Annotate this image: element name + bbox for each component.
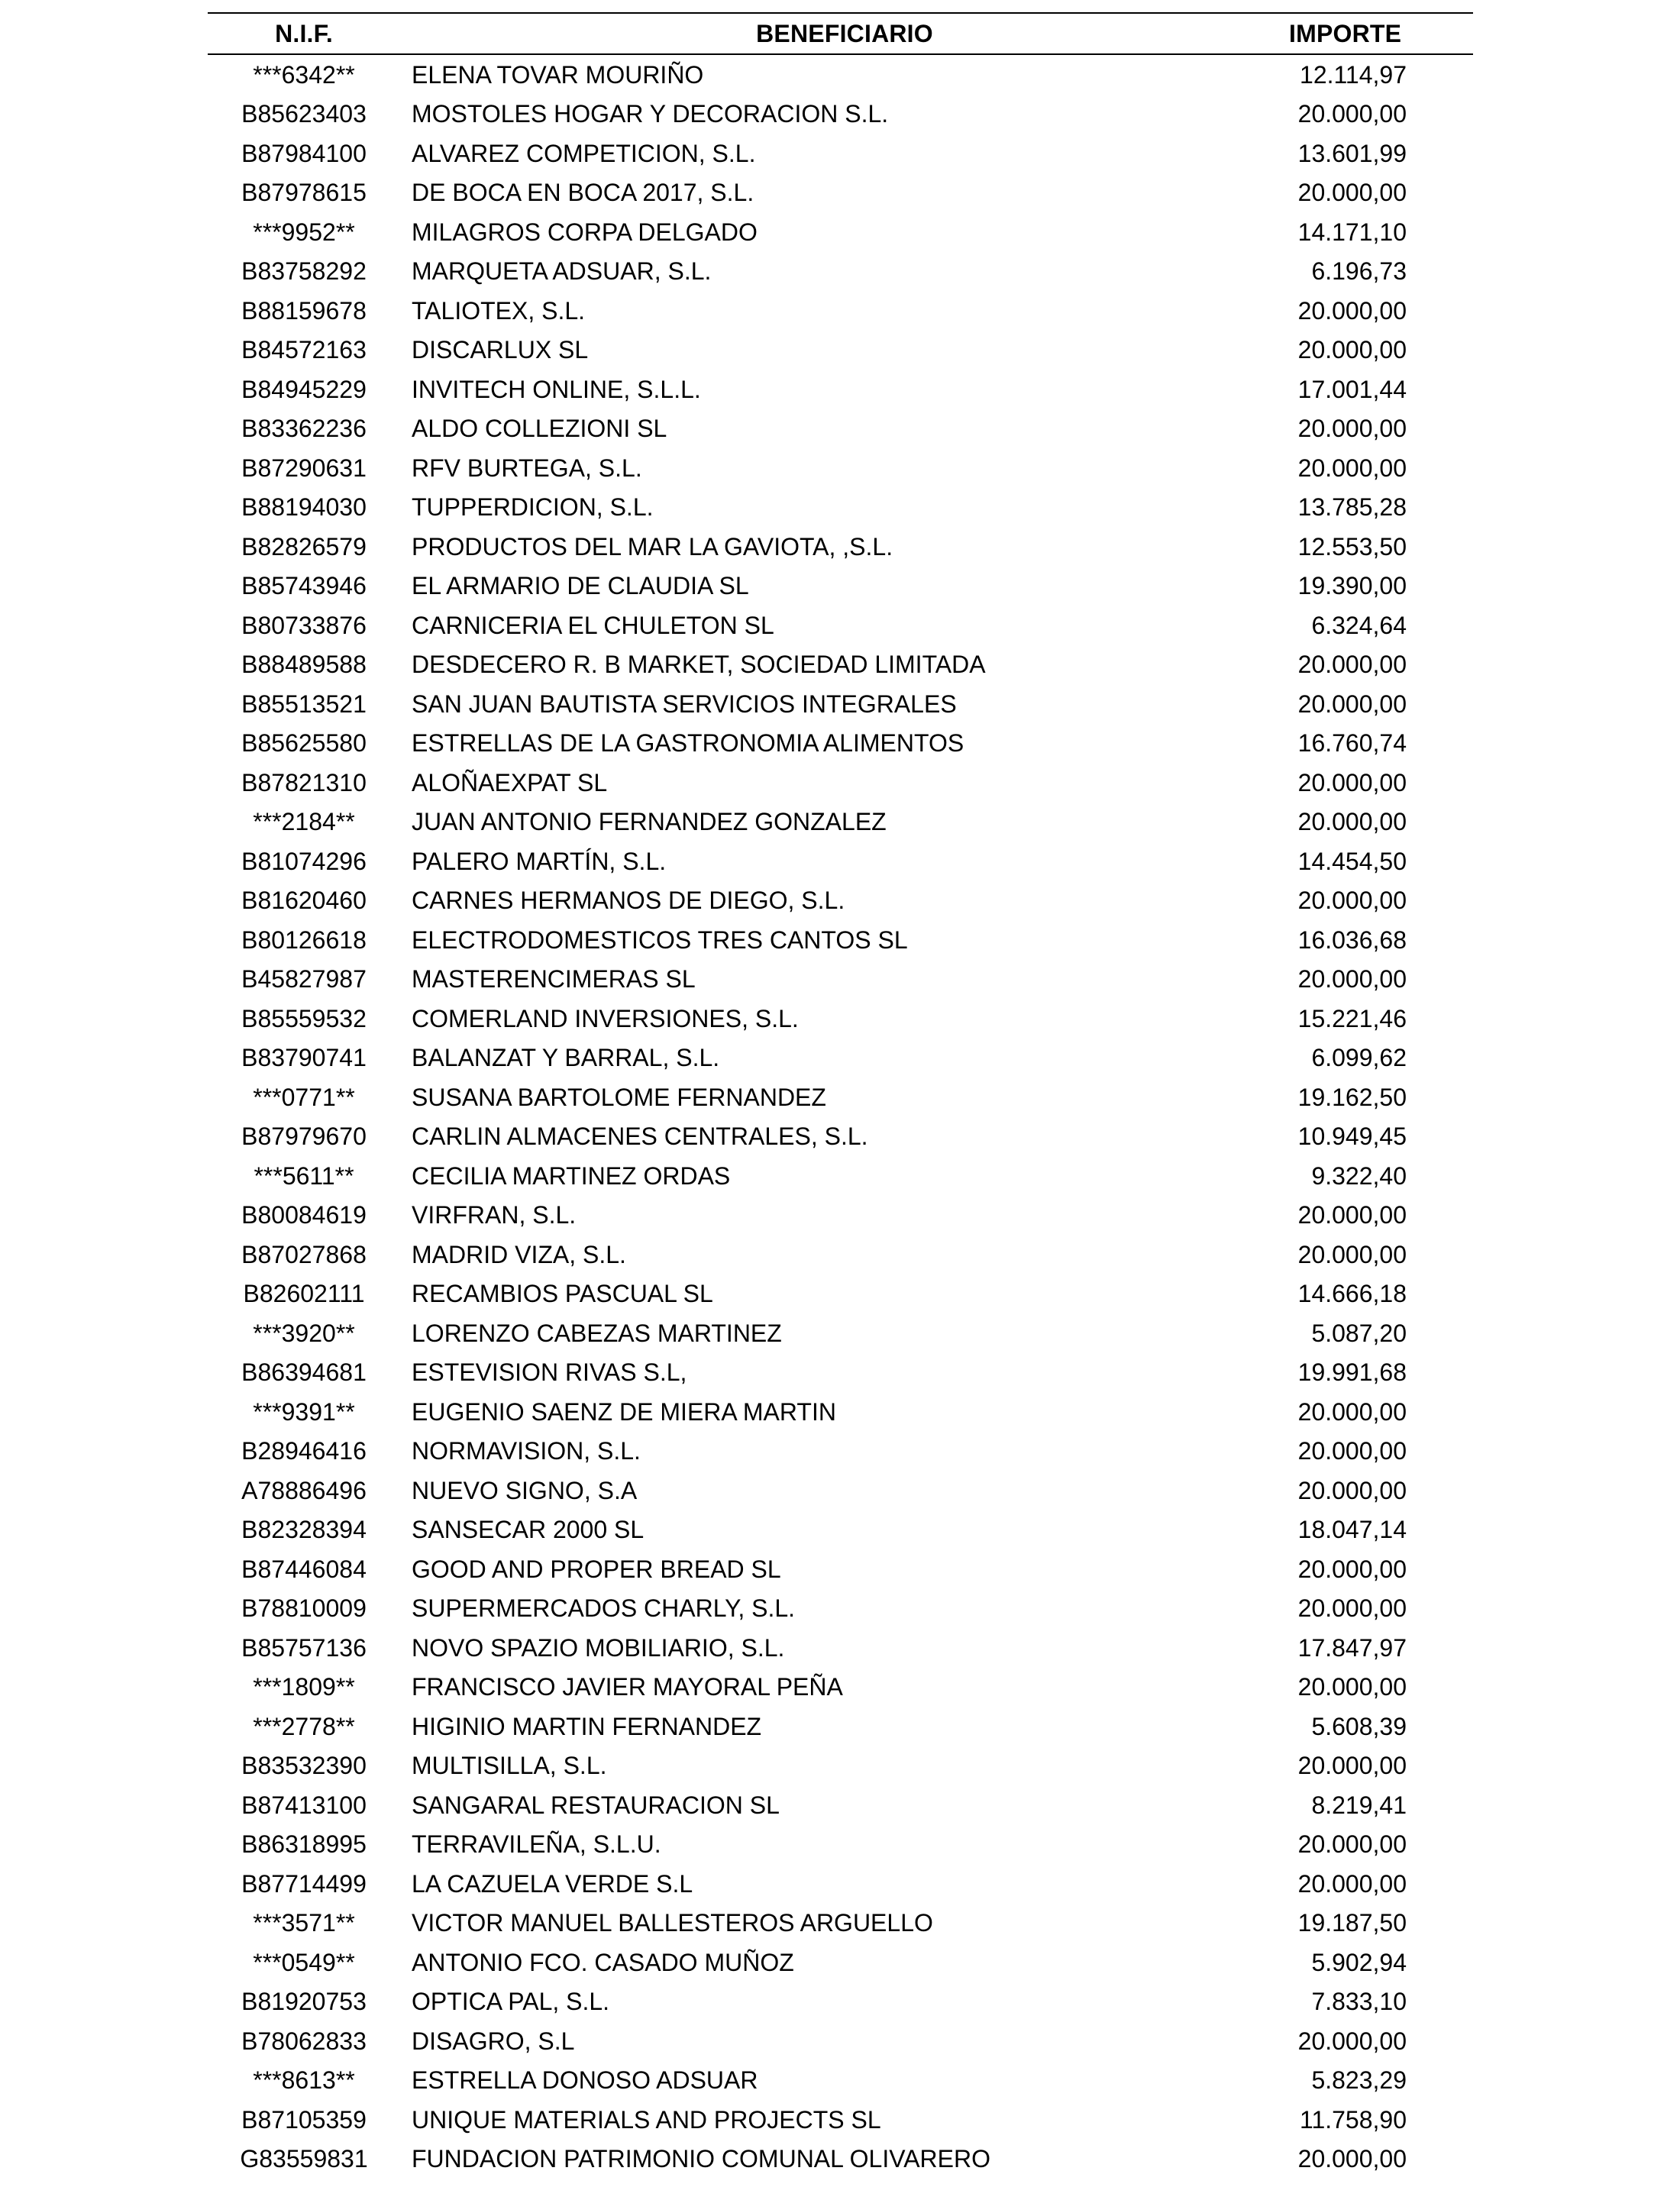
table-row (208, 920, 1473, 960)
table-row (208, 1707, 1473, 1746)
table-row (208, 409, 1473, 449)
importe-cell: 20.000,00 (1297, 2145, 1407, 2173)
importe-cell: 13.601,99 (1297, 139, 1407, 167)
beneficiario-cell: FRANCISCO JAVIER MAYORAL PEÑA (412, 1673, 843, 1701)
beneficiario-cell: EL ARMARIO DE CLAUDIA SL (412, 572, 749, 600)
nif-cell: B87821310 (241, 768, 367, 796)
table-row (208, 1510, 1473, 1550)
importe-cell: 17.001,44 (1297, 375, 1407, 403)
nif-cell: ***9391** (253, 1397, 355, 1426)
nif-cell: ***2778** (253, 1712, 355, 1740)
beneficiario-cell: GOOD AND PROPER BREAD SL (412, 1555, 781, 1583)
beneficiario-cell: INVITECH ONLINE, S.L.L. (412, 375, 701, 403)
nif-cell: ***8613** (253, 2066, 355, 2095)
nif-cell: B87446084 (241, 1555, 367, 1583)
beneficiario-cell: CARNES HERMANOS DE DIEGO, S.L. (412, 887, 845, 915)
nif-cell: B87290631 (241, 454, 367, 482)
table-row (208, 1943, 1473, 1982)
table-row (208, 1825, 1473, 1865)
nif-cell: B82602111 (243, 1280, 365, 1308)
importe-cell: 7.833,10 (1311, 1988, 1407, 2016)
beneficiario-cell: MASTERENCIMERAS SL (412, 965, 696, 993)
table-row (208, 291, 1473, 331)
table-row (208, 212, 1473, 252)
table-row (208, 173, 1473, 213)
nif-cell: B84945229 (241, 375, 367, 403)
importe-cell: 5.608,39 (1311, 1712, 1407, 1740)
nif-cell: B82826579 (241, 532, 367, 560)
importe-cell: 20.000,00 (1297, 1752, 1407, 1780)
importe-cell: 20.000,00 (1297, 2027, 1407, 2055)
importe-cell: 12.114,97 (1300, 60, 1407, 89)
nif-cell: B87979670 (241, 1123, 367, 1151)
beneficiario-cell: CARLIN ALMACENES CENTRALES, S.L. (412, 1123, 868, 1151)
importe-cell: 20.000,00 (1297, 415, 1407, 443)
header-beneficiario: BENEFICIARIO (400, 13, 1289, 54)
beneficiary-table (208, 12, 1473, 2179)
beneficiario-cell: COMERLAND INVERSIONES, S.L. (412, 1004, 799, 1032)
nif-cell: B85623403 (241, 100, 367, 128)
importe-cell: 10.949,45 (1297, 1123, 1407, 1151)
beneficiario-cell: LA CAZUELA VERDE S.L (412, 1869, 693, 1898)
beneficiario-cell: ALVAREZ COMPETICION, S.L. (412, 139, 756, 167)
table-row (208, 567, 1473, 606)
nif-cell: B85513521 (241, 690, 367, 718)
beneficiario-cell: TALIOTEX, S.L. (412, 296, 586, 325)
beneficiario-cell: SANGARAL RESTAURACION SL (412, 1791, 780, 1819)
header-importe: IMPORTE (1289, 13, 1473, 54)
importe-cell: 17.847,97 (1297, 1633, 1407, 1662)
table-row (208, 2061, 1473, 2101)
table-header (208, 13, 1473, 54)
nif-cell: ***0771** (253, 1083, 355, 1111)
nif-cell: B86318995 (241, 1830, 367, 1859)
importe-cell: 12.553,50 (1297, 532, 1407, 560)
nif-cell: B87027868 (241, 1240, 367, 1268)
importe-cell: 5.087,20 (1311, 1319, 1407, 1347)
beneficiario-cell: ANTONIO FCO. CASADO MUÑOZ (412, 1948, 794, 1976)
beneficiario-cell: TUPPERDICION, S.L. (412, 493, 654, 522)
beneficiario-cell: NOVO SPAZIO MOBILIARIO, S.L. (412, 1633, 785, 1662)
importe-cell: 20.000,00 (1297, 965, 1407, 993)
importe-cell: 20.000,00 (1297, 1201, 1407, 1229)
importe-cell: 19.390,00 (1297, 572, 1407, 600)
nif-cell: B88194030 (241, 493, 367, 522)
table-row (208, 1785, 1473, 1825)
table-row (208, 606, 1473, 645)
nif-cell: ***2184** (253, 808, 355, 836)
importe-cell: 9.322,40 (1311, 1161, 1407, 1190)
nif-cell: B80084619 (241, 1201, 367, 1229)
nif-cell: B83362236 (241, 415, 367, 443)
table-row (208, 1039, 1473, 1078)
table-row (208, 1904, 1473, 1943)
beneficiario-cell: MADRID VIZA, S.L. (412, 1240, 626, 1268)
table-row (208, 724, 1473, 764)
table-row (208, 95, 1473, 134)
beneficiario-cell: MARQUETA ADSUAR, S.L. (412, 257, 712, 286)
importe-cell: 20.000,00 (1297, 1397, 1407, 1426)
beneficiario-cell: TERRAVILEÑA, S.L.U. (412, 1830, 661, 1859)
table-row (208, 1982, 1473, 2022)
beneficiario-cell: SAN JUAN BAUTISTA SERVICIOS INTEGRALES (412, 690, 957, 718)
beneficiario-cell: HIGINIO MARTIN FERNANDEZ (412, 1712, 762, 1740)
beneficiario-cell: MULTISILLA, S.L. (412, 1752, 607, 1780)
table-row (208, 2021, 1473, 2061)
header-row (208, 13, 1473, 54)
nif-cell: ***3571** (253, 1909, 355, 1937)
beneficiario-cell: DESDECERO R. B MARKET, SOCIEDAD LIMITADA (412, 651, 986, 679)
nif-cell: B83758292 (241, 257, 367, 286)
importe-cell: 20.000,00 (1297, 1673, 1407, 1701)
table-row (208, 1077, 1473, 1117)
beneficiario-cell: ELENA TOVAR MOURIÑO (412, 60, 704, 89)
importe-cell: 15.221,46 (1297, 1004, 1407, 1032)
importe-cell: 20.000,00 (1297, 768, 1407, 796)
nif-cell: B84572163 (241, 336, 367, 364)
importe-cell: 20.000,00 (1297, 651, 1407, 679)
beneficiario-cell: UNIQUE MATERIALS AND PROJECTS SL (412, 2105, 881, 2134)
beneficiario-cell: PRODUCTOS DEL MAR LA GAVIOTA, ,S.L. (412, 532, 893, 560)
table-row (208, 999, 1473, 1039)
importe-cell: 14.171,10 (1297, 218, 1407, 246)
importe-cell: 20.000,00 (1297, 179, 1407, 207)
table-row (208, 54, 1473, 95)
importe-cell: 19.187,50 (1297, 1909, 1407, 1937)
importe-cell: 5.823,29 (1311, 2066, 1407, 2095)
importe-cell: 20.000,00 (1297, 296, 1407, 325)
table-row (208, 448, 1473, 488)
beneficiario-cell: MOSTOLES HOGAR Y DECORACION S.L. (412, 100, 889, 128)
beneficiario-cell: DISAGRO, S.L (412, 2027, 575, 2055)
table-row (208, 1392, 1473, 1432)
nif-cell: B85625580 (241, 729, 367, 758)
importe-cell: 16.036,68 (1297, 926, 1407, 954)
beneficiario-cell: PALERO MARTÍN, S.L. (412, 847, 667, 875)
table-row (208, 1235, 1473, 1274)
table-row (208, 1589, 1473, 1629)
table-row (208, 1864, 1473, 1904)
importe-cell: 20.000,00 (1297, 1869, 1407, 1898)
table-row (208, 2100, 1473, 2140)
table-row (208, 1156, 1473, 1196)
importe-cell: 19.162,50 (1297, 1083, 1407, 1111)
beneficiario-cell: RECAMBIOS PASCUAL SL (412, 1280, 713, 1308)
table-body (208, 54, 1473, 2179)
importe-cell: 20.000,00 (1297, 454, 1407, 482)
nif-cell: B80126618 (241, 926, 367, 954)
beneficiario-cell: NUEVO SIGNO, S.A (412, 1476, 638, 1504)
nif-cell: ***6342** (253, 60, 355, 89)
importe-cell: 20.000,00 (1297, 808, 1407, 836)
nif-cell: B81620460 (241, 887, 367, 915)
beneficiario-cell: LORENZO CABEZAS MARTINEZ (412, 1319, 782, 1347)
importe-cell: 20.000,00 (1297, 1594, 1407, 1623)
nif-cell: B28946416 (241, 1437, 367, 1465)
beneficiario-cell: ELECTRODOMESTICOS TRES CANTOS SL (412, 926, 908, 954)
table-row (208, 960, 1473, 1000)
beneficiario-cell: NORMAVISION, S.L. (412, 1437, 641, 1465)
table-row (208, 763, 1473, 803)
header-nif: N.I.F. (208, 13, 400, 54)
nif-cell: B78062833 (241, 2027, 367, 2055)
importe-cell: 14.454,50 (1297, 847, 1407, 875)
beneficiario-cell: FUNDACION PATRIMONIO COMUNAL OLIVARERO (412, 2145, 990, 2173)
nif-cell: B81920753 (241, 1988, 367, 2016)
beneficiario-cell: SANSECAR 2000 SL (412, 1516, 645, 1544)
beneficiario-cell: ESTEVISION RIVAS S.L, (412, 1358, 687, 1387)
table-row (208, 1117, 1473, 1157)
nif-cell: B85559532 (241, 1004, 367, 1032)
nif-cell: B83532390 (241, 1752, 367, 1780)
table-row (208, 1668, 1473, 1707)
beneficiario-cell: ALOÑAEXPAT SL (412, 768, 608, 796)
beneficiario-cell: DISCARLUX SL (412, 336, 589, 364)
importe-cell: 19.991,68 (1297, 1358, 1407, 1387)
importe-cell: 6.196,73 (1311, 257, 1407, 286)
nif-cell: A78886496 (241, 1476, 367, 1504)
nif-cell: B88159678 (241, 296, 367, 325)
table-row (208, 1196, 1473, 1236)
table-row (208, 1746, 1473, 1786)
importe-cell: 8.219,41 (1311, 1791, 1407, 1819)
nif-cell: G83559831 (240, 2145, 368, 2173)
beneficiario-cell: EUGENIO SAENZ DE MIERA MARTIN (412, 1397, 836, 1426)
importe-cell: 13.785,28 (1297, 493, 1407, 522)
beneficiario-cell: VIRFRAN, S.L. (412, 1201, 577, 1229)
importe-cell: 20.000,00 (1297, 1437, 1407, 1465)
nif-cell: B87413100 (241, 1791, 367, 1819)
table-row (208, 1628, 1473, 1668)
table-row (208, 1549, 1473, 1589)
importe-cell: 20.000,00 (1297, 336, 1407, 364)
importe-cell: 20.000,00 (1297, 1240, 1407, 1268)
table-row (208, 1471, 1473, 1510)
importe-cell: 11.758,90 (1300, 2105, 1407, 2134)
table-row (208, 1432, 1473, 1471)
table-row (208, 881, 1473, 921)
importe-cell: 20.000,00 (1297, 1476, 1407, 1504)
table-row (208, 2140, 1473, 2179)
importe-cell: 18.047,14 (1297, 1516, 1407, 1544)
nif-cell: B86394681 (241, 1358, 367, 1387)
nif-cell: B85743946 (241, 572, 367, 600)
table-row (208, 527, 1473, 567)
table-row (208, 370, 1473, 409)
nif-cell: B87714499 (241, 1869, 367, 1898)
importe-cell: 20.000,00 (1297, 887, 1407, 915)
importe-cell: 6.099,62 (1311, 1044, 1407, 1072)
importe-cell: 16.760,74 (1297, 729, 1407, 758)
table-row (208, 1313, 1473, 1353)
nif-cell: B81074296 (241, 847, 367, 875)
table-row (208, 684, 1473, 724)
nif-cell: B87978615 (241, 179, 367, 207)
table-row (208, 488, 1473, 528)
nif-cell: ***5611** (254, 1161, 354, 1190)
beneficiario-cell: SUPERMERCADOS CHARLY, S.L. (412, 1594, 796, 1623)
importe-cell: 20.000,00 (1297, 690, 1407, 718)
nif-cell: B80733876 (241, 611, 367, 639)
table-row (208, 1274, 1473, 1314)
beneficiario-cell: RFV BURTEGA, S.L. (412, 454, 642, 482)
beneficiario-cell: ESTRELLA DONOSO ADSUAR (412, 2066, 758, 2095)
nif-cell: B88489588 (241, 651, 367, 679)
beneficiario-cell: SUSANA BARTOLOME FERNANDEZ (412, 1083, 826, 1111)
beneficiario-cell: ESTRELLAS DE LA GASTRONOMIA ALIMENTOS (412, 729, 964, 758)
beneficiario-cell: MILAGROS CORPA DELGADO (412, 218, 758, 246)
table-row (208, 1353, 1473, 1393)
table-row (208, 842, 1473, 881)
importe-cell: 20.000,00 (1297, 1830, 1407, 1859)
beneficiario-cell: JUAN ANTONIO FERNANDEZ GONZALEZ (412, 808, 887, 836)
beneficiario-cell: CECILIA MARTINEZ ORDAS (412, 1161, 731, 1190)
beneficiario-cell: ALDO COLLEZIONI SL (412, 415, 667, 443)
nif-cell: B85757136 (241, 1633, 367, 1662)
nif-cell: ***3920** (253, 1319, 355, 1347)
table-row (208, 803, 1473, 842)
importe-cell: 20.000,00 (1297, 100, 1407, 128)
table-row (208, 252, 1473, 292)
nif-cell: B87105359 (241, 2105, 367, 2134)
nif-cell: B45827987 (241, 965, 367, 993)
importe-cell: 20.000,00 (1297, 1555, 1407, 1583)
nif-cell: B87984100 (241, 139, 367, 167)
nif-cell: B82328394 (241, 1516, 367, 1544)
beneficiary-list-page (208, 12, 1473, 2179)
importe-cell: 6.324,64 (1311, 611, 1407, 639)
beneficiario-cell: BALANZAT Y BARRAL, S.L. (412, 1044, 720, 1072)
nif-cell: ***9952** (253, 218, 355, 246)
table-row (208, 331, 1473, 370)
beneficiario-cell: CARNICERIA EL CHULETON SL (412, 611, 774, 639)
beneficiario-cell: DE BOCA EN BOCA 2017, S.L. (412, 179, 754, 207)
nif-cell: ***1809** (253, 1673, 355, 1701)
importe-cell: 5.902,94 (1311, 1948, 1407, 1976)
nif-cell: B83790741 (241, 1044, 367, 1072)
table-row (208, 645, 1473, 685)
beneficiario-cell: VICTOR MANUEL BALLESTEROS ARGUELLO (412, 1909, 933, 1937)
importe-cell: 14.666,18 (1297, 1280, 1407, 1308)
beneficiario-cell: OPTICA PAL, S.L. (412, 1988, 610, 2016)
nif-cell: ***0549** (253, 1948, 355, 1976)
nif-cell: B78810009 (241, 1594, 367, 1623)
table-row (208, 134, 1473, 173)
